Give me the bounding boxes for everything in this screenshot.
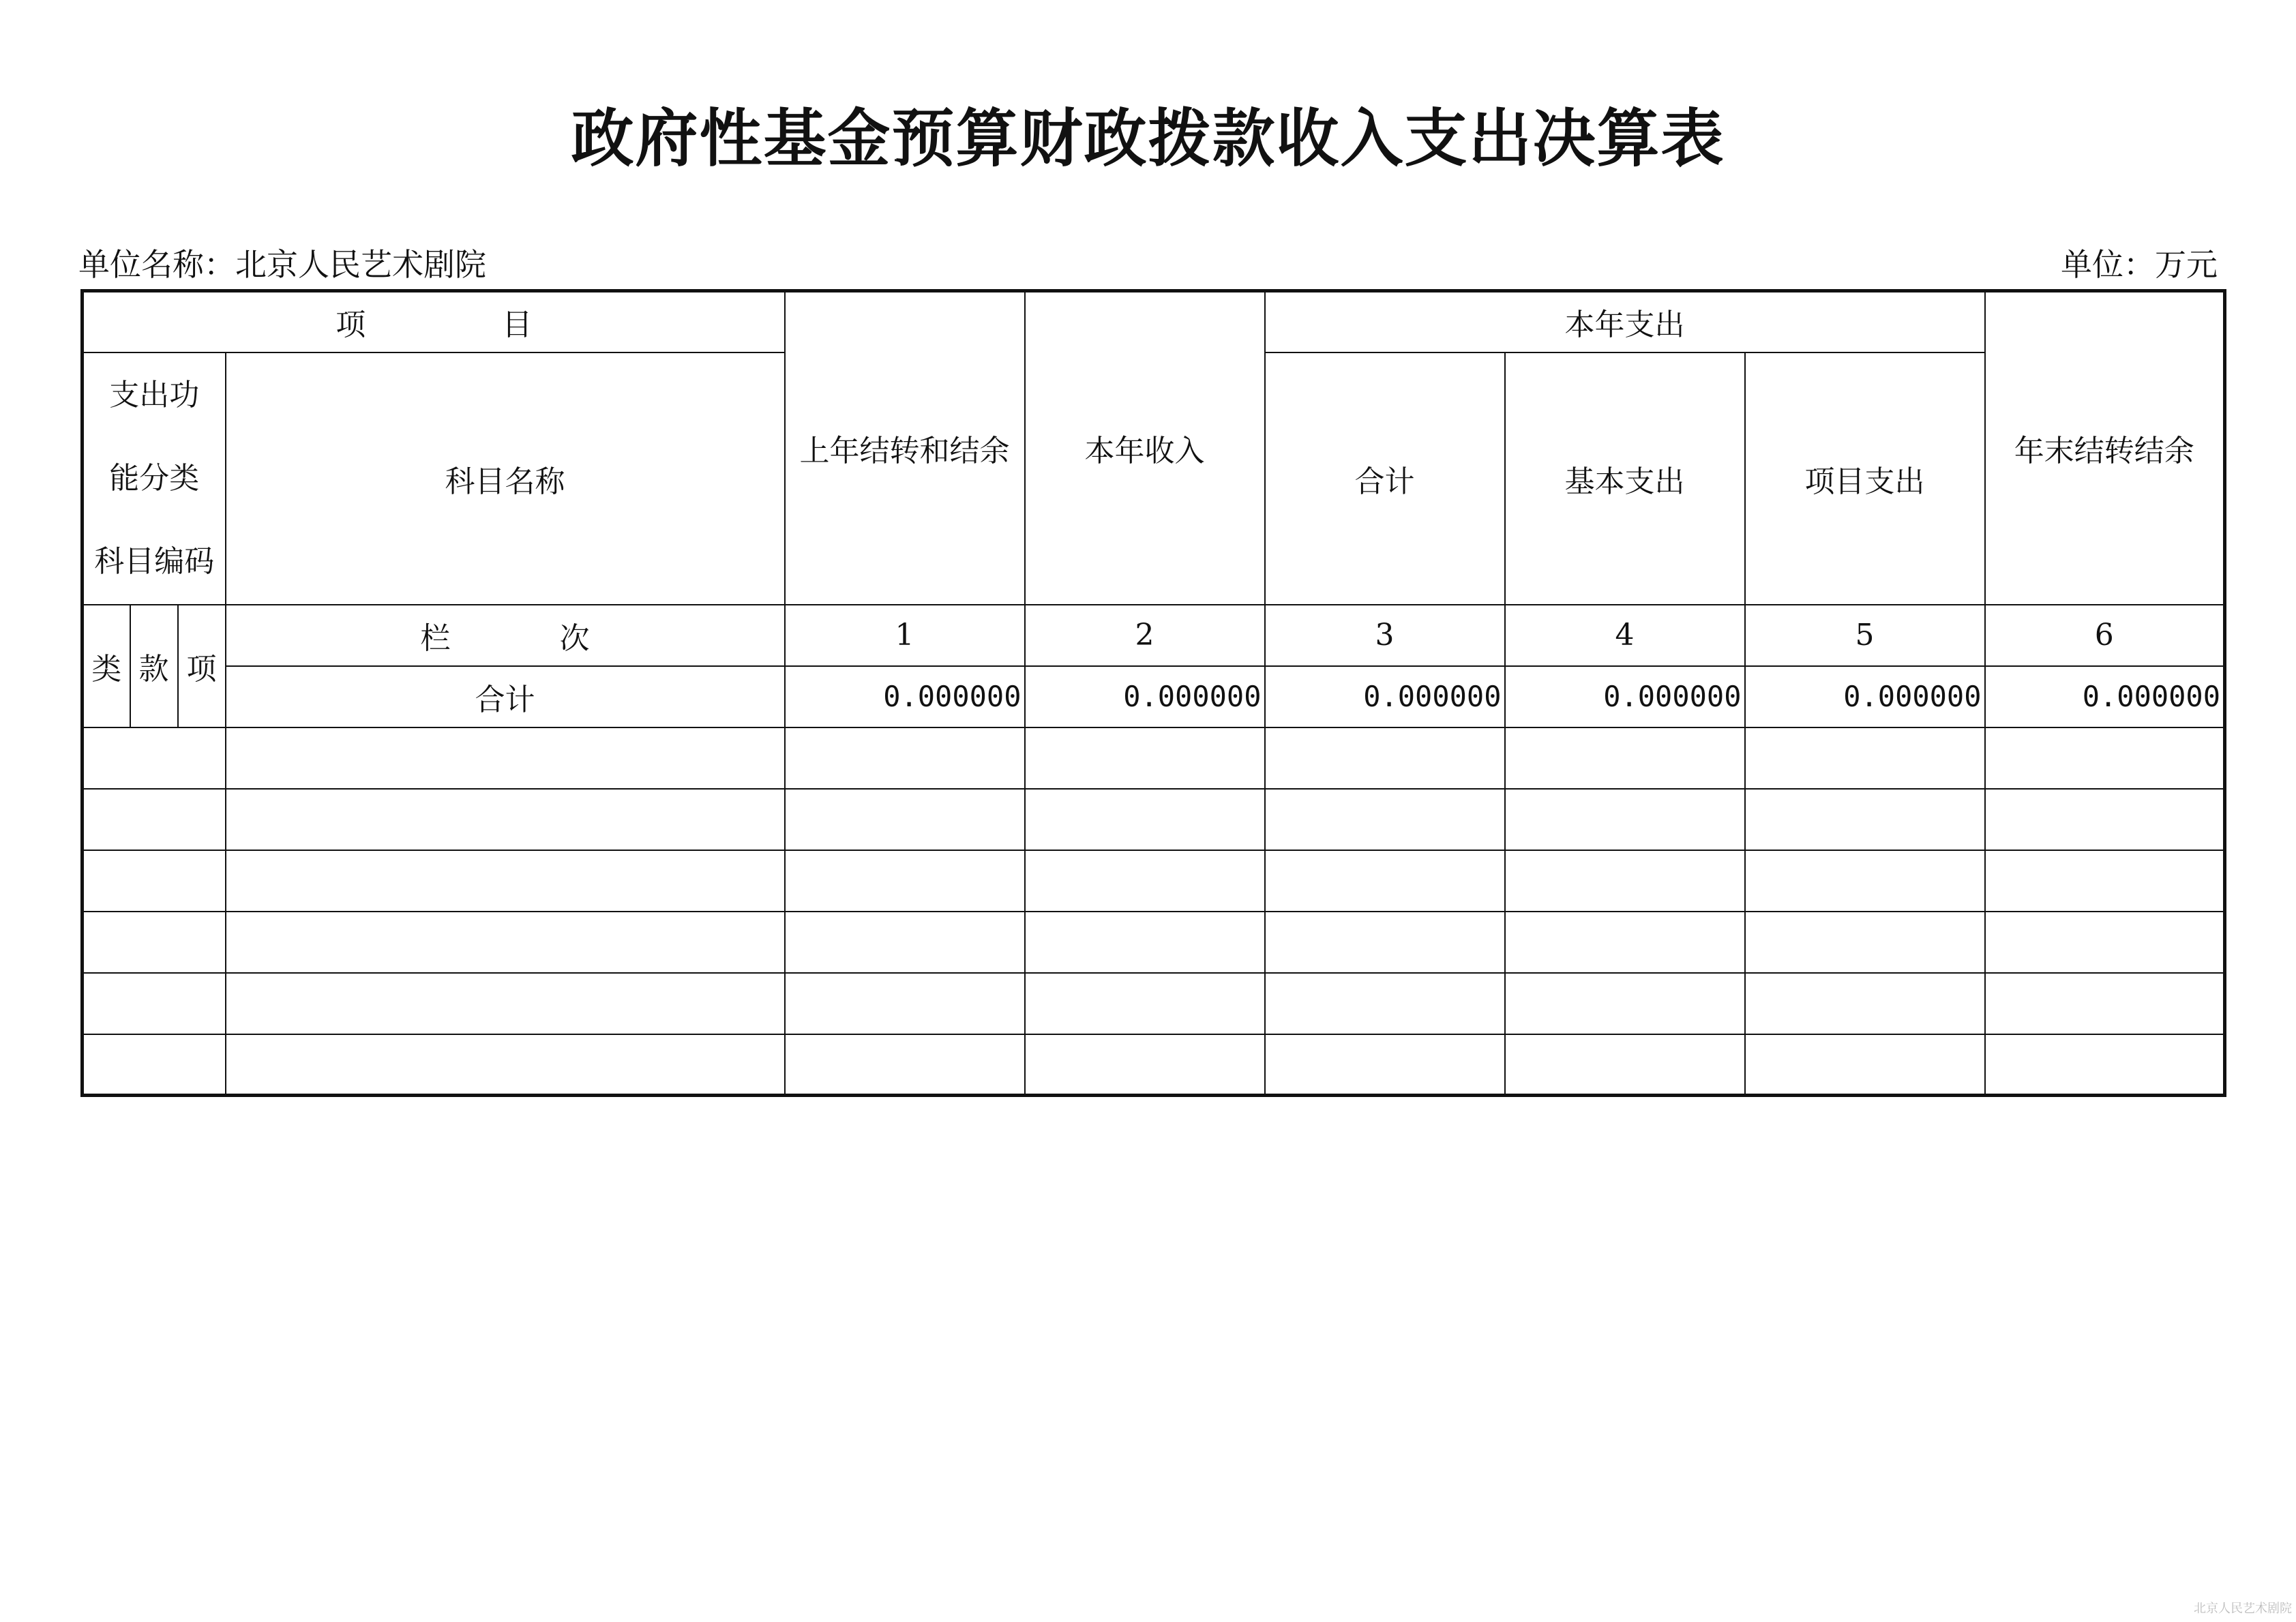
empty-cell <box>785 1034 1025 1096</box>
header-lei: 类 <box>83 605 130 727</box>
total-expense-total: 0.000000 <box>1265 666 1505 727</box>
total-row <box>83 666 2225 727</box>
empty-cell <box>785 912 1025 973</box>
col-number-6: 6 <box>1985 605 2225 666</box>
total-prev-carryover: 0.000000 <box>785 666 1025 727</box>
empty-cell <box>226 850 785 912</box>
empty-cell <box>1265 789 1505 850</box>
header-item-part1: 项 <box>336 307 366 343</box>
header-item <box>83 291 785 352</box>
total-current-income: 0.000000 <box>1025 666 1265 727</box>
col-number-4: 4 <box>1505 605 1745 666</box>
header-basic-expense: 基本支出 <box>1505 352 1745 605</box>
column-number-row <box>83 605 2225 666</box>
empty-cell <box>1985 973 2225 1034</box>
empty-cell <box>1985 912 2225 973</box>
header-current-expense: 本年支出 <box>1265 291 1985 352</box>
empty-cell <box>226 1034 785 1096</box>
empty-cell <box>226 727 785 789</box>
empty-cell <box>83 727 226 789</box>
watermark: 北京人民艺术剧院 <box>2194 1602 2292 1616</box>
empty-cell <box>1505 973 1745 1034</box>
empty-cell <box>83 973 226 1034</box>
empty-row <box>83 973 2225 1034</box>
empty-cell <box>1265 973 1505 1034</box>
empty-cell <box>1745 789 1985 850</box>
header-func-code <box>83 352 226 605</box>
empty-row <box>83 789 2225 850</box>
empty-cell <box>1505 727 1745 789</box>
col-number-3: 3 <box>1265 605 1505 666</box>
empty-cell <box>226 789 785 850</box>
empty-cell <box>226 912 785 973</box>
empty-cell <box>1265 912 1505 973</box>
total-label: 合计 <box>226 666 785 727</box>
empty-cell <box>785 850 1025 912</box>
empty-cell <box>83 789 226 850</box>
empty-cell <box>1745 912 1985 973</box>
budget-table <box>80 289 2226 1097</box>
header-item-part2: 目 <box>502 307 533 343</box>
header-column-part1: 栏 <box>420 620 451 656</box>
header-func-code-line2: 能分类 <box>109 460 200 496</box>
empty-row <box>83 727 2225 789</box>
unit-name-label: 单位名称：北京人民艺术剧院 <box>78 246 486 283</box>
empty-cell <box>226 973 785 1034</box>
header-row-1 <box>83 291 2225 352</box>
page-title: 政府性基金预算财政拨款收入支出决算表 <box>571 102 1725 175</box>
header-prev-carryover: 上年结转和结余 <box>785 291 1025 605</box>
total-year-end-carryover: 0.000000 <box>1985 666 2225 727</box>
empty-cell <box>1985 850 2225 912</box>
empty-cell <box>1745 1034 1985 1096</box>
empty-cell <box>1985 1034 2225 1096</box>
empty-cell <box>1745 850 1985 912</box>
total-basic-expense: 0.000000 <box>1505 666 1745 727</box>
empty-cell <box>1025 850 1265 912</box>
empty-cell <box>1985 789 2225 850</box>
empty-cell <box>1745 973 1985 1034</box>
unit-label: 单位：万元 <box>2061 246 2218 283</box>
empty-cell <box>785 789 1025 850</box>
empty-cell <box>1265 850 1505 912</box>
empty-cell <box>1745 727 1985 789</box>
total-project-expense: 0.000000 <box>1745 666 1985 727</box>
header-subject-name: 科目名称 <box>226 352 785 605</box>
empty-row <box>83 1034 2225 1096</box>
header-total: 合计 <box>1265 352 1505 605</box>
header-xiang: 项 <box>178 605 226 727</box>
header-column-part2: 次 <box>559 620 590 656</box>
header-project-expense: 项目支出 <box>1745 352 1985 605</box>
col-number-1: 1 <box>785 605 1025 666</box>
header-column-label <box>226 605 785 666</box>
empty-cell <box>1505 850 1745 912</box>
empty-cell <box>1505 1034 1745 1096</box>
header-year-end-carryover: 年末结转结余 <box>1985 291 2225 605</box>
header-kuan: 款 <box>130 605 178 727</box>
header-func-code-line3: 科目编码 <box>94 543 215 579</box>
col-number-2: 2 <box>1025 605 1265 666</box>
header-current-income: 本年收入 <box>1025 291 1265 605</box>
empty-cell <box>1025 727 1265 789</box>
empty-row <box>83 912 2225 973</box>
empty-cell <box>1025 973 1265 1034</box>
empty-cell <box>1025 789 1265 850</box>
col-number-5: 5 <box>1745 605 1985 666</box>
empty-cell <box>1025 1034 1265 1096</box>
empty-cell <box>1265 1034 1505 1096</box>
empty-cell <box>83 912 226 973</box>
empty-cell <box>785 973 1025 1034</box>
empty-cell <box>83 850 226 912</box>
empty-cell <box>1985 727 2225 789</box>
empty-row <box>83 850 2225 912</box>
empty-cell <box>785 727 1025 789</box>
empty-cell <box>1505 912 1745 973</box>
empty-cell <box>1025 912 1265 973</box>
empty-cell <box>83 1034 226 1096</box>
empty-cell <box>1265 727 1505 789</box>
empty-cell <box>1505 789 1745 850</box>
header-func-code-line1: 支出功 <box>109 377 200 412</box>
